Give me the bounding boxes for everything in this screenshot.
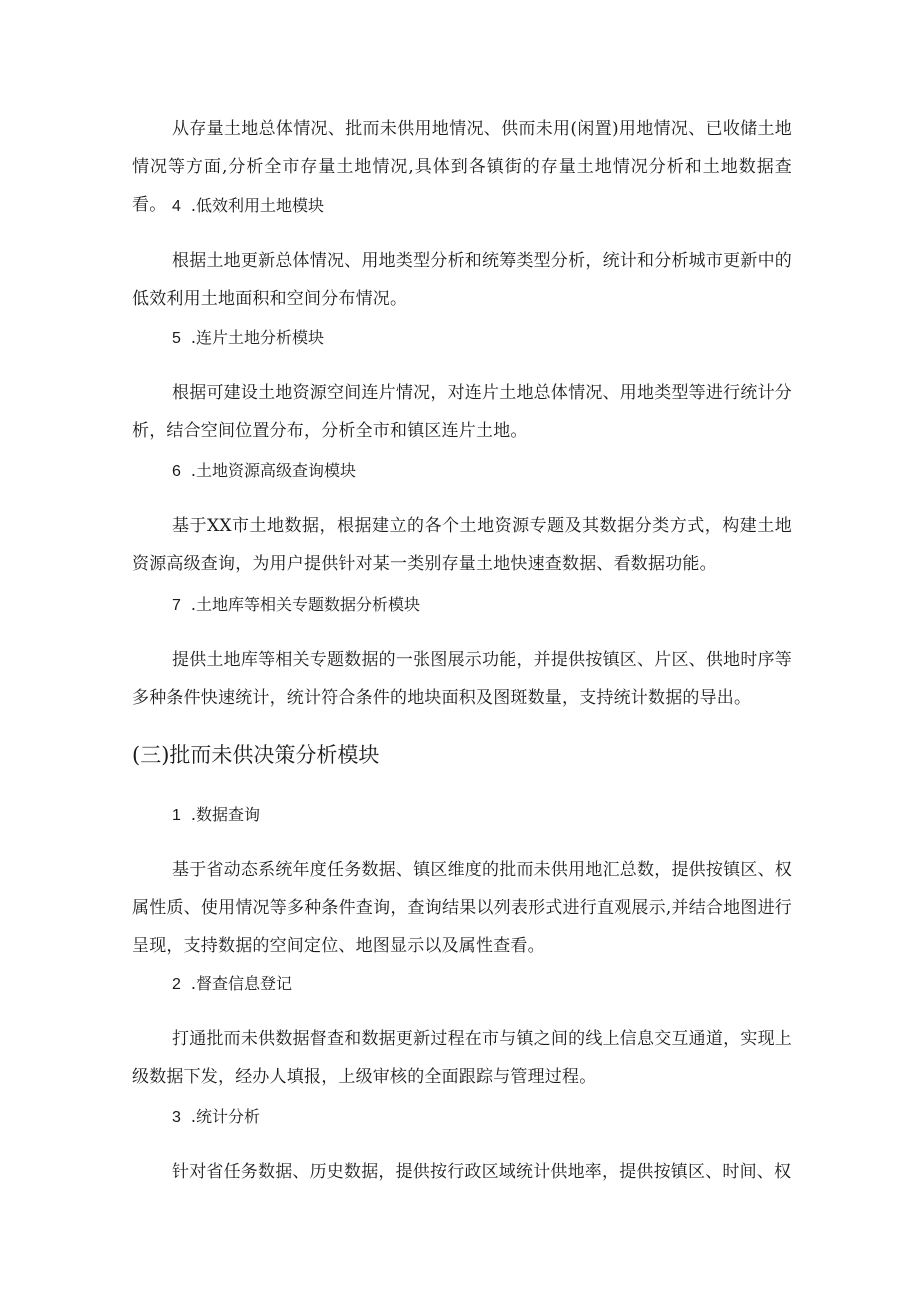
- item-title: .低效利用土地模块: [190, 196, 324, 215]
- item-number: 2: [172, 976, 181, 993]
- item-title: .土地资源高级查询模块: [190, 461, 356, 480]
- item-title: .土地库等相关专题数据分析模块: [190, 595, 420, 614]
- item-heading-3: [172, 1106, 260, 1129]
- item-heading-6: [172, 460, 356, 483]
- paragraph-statistical-analysis: 针对省任务数据、历史数据，提供按行政区域统计供地率，提供按镇区、时间、权: [172, 1162, 792, 1182]
- item-title: .督查信息登记: [190, 974, 292, 993]
- item-number: 7: [172, 597, 181, 614]
- item-number: 3: [172, 1109, 181, 1126]
- paragraph-low-efficiency-land: 根据土地更新总体情况、用地类型分析和统筹类型分析，统计和分析城市更新中的低效利用土地面积和空间分布情况。: [132, 251, 792, 309]
- paragraph-supervision-registration: 打通批而未供数据督查和数据更新过程在市与镇之间的线上信息交互通道，实现上级数据下发，经办人填报，上级审核的全面跟踪与管理过程。: [132, 1029, 792, 1087]
- section-heading-3: (三)批而未供决策分析模块: [132, 743, 380, 767]
- paragraph-advanced-query: 基于XX市土地数据，根据建立的各个土地资源专题及其数据分类方式，构建土地资源高级查询，为用户提供针对某一类别存量土地快速查数据、看数据功能。: [132, 516, 792, 574]
- item-number: 4: [172, 198, 181, 215]
- paragraph-stock-land-overview: 从存量土地总体情况、批而未供用地情况、供而未用(闲置)用地情况、已收储土地情况等方面,分析全市存量土地情况,具体到各镇街的存量土地情况分析和土地数据查看。: [132, 119, 792, 215]
- item-heading-2: [172, 973, 292, 996]
- item-heading-4: [172, 195, 324, 218]
- item-number: 1: [172, 807, 181, 824]
- item-title: .统计分析: [190, 1107, 260, 1126]
- item-heading-7: [172, 594, 420, 617]
- item-number: 6: [172, 463, 181, 480]
- item-heading-1: [172, 804, 260, 827]
- paragraph-contiguous-land: 根据可建设土地资源空间连片情况，对连片土地总体情况、用地类型等进行统计分析，结合空间位置分布，分析全市和镇区连片土地。: [132, 383, 792, 441]
- item-number: 5: [172, 330, 181, 347]
- paragraph-land-bank-analysis: 提供土地库等相关专题数据的一张图展示功能，并提供按镇区、片区、供地时序等多种条件快速统计，统计符合条件的地块面积及图斑数量，支持统计数据的导出。: [132, 650, 792, 708]
- item-title: .数据查询: [190, 805, 260, 824]
- item-heading-5: [172, 327, 324, 350]
- item-title: .连片土地分析模块: [190, 328, 324, 347]
- paragraph-data-query: 基于省动态系统年度任务数据、镇区维度的批而未供用地汇总数，提供按镇区、权属性质、使用情况等多种条件查询，查询结果以列表形式进行直观展示,并结合地图进行呈现，支持数据的空间定位、地图显示以及属性查看。: [132, 860, 792, 956]
